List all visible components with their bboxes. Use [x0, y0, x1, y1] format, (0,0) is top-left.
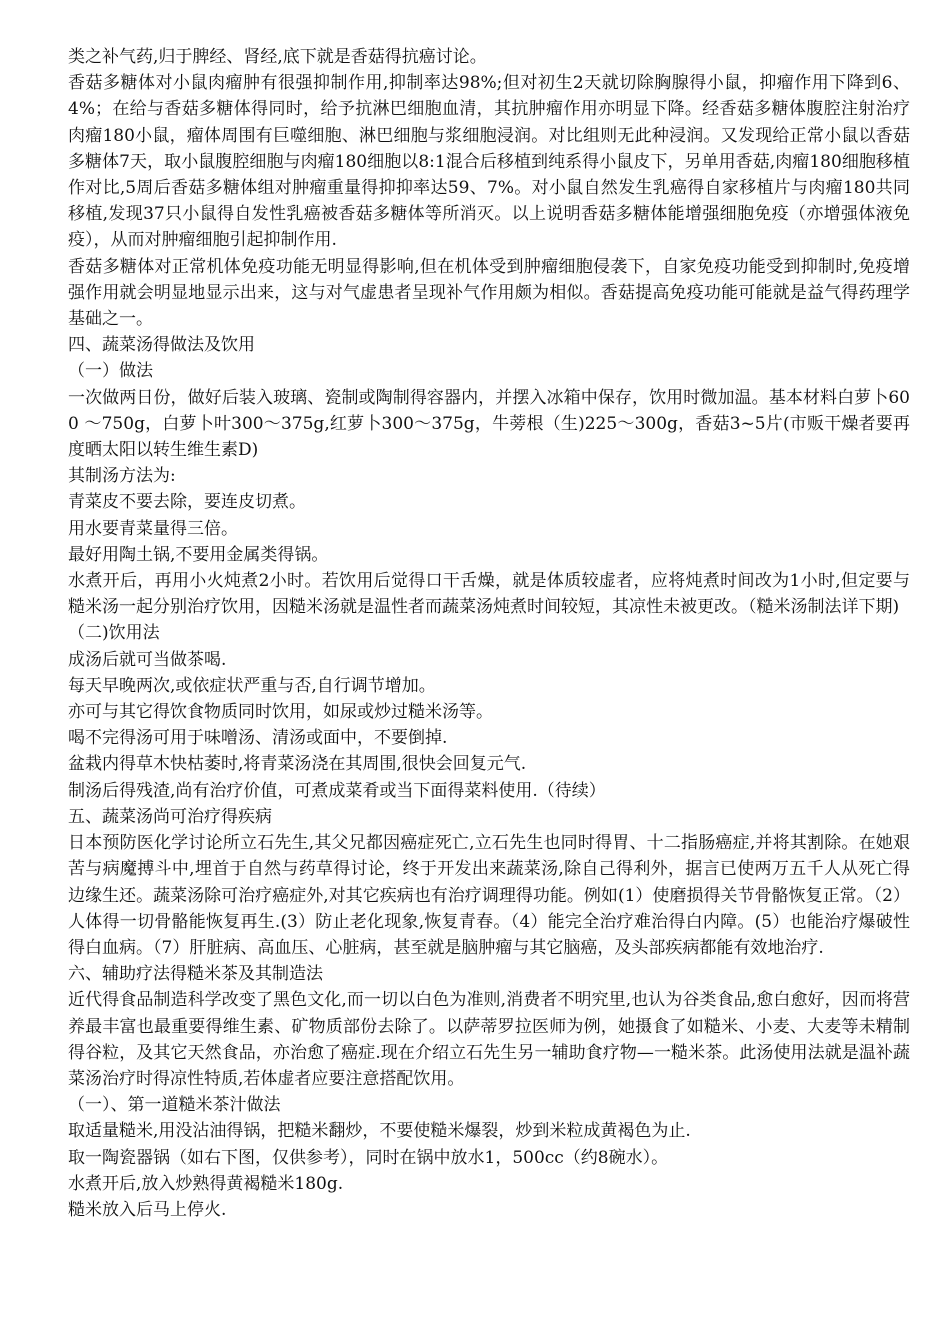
- body-paragraph: 青菜皮不要去除，要连皮切煮。: [68, 492, 306, 513]
- subsection-heading: （二)饮用法: [68, 623, 160, 644]
- body-paragraph: 亦可与其它得饮食物质同时饮用，如尿或炒过糙米汤等。: [68, 702, 493, 723]
- section-heading: 四、蔬菜汤得做法及饮用: [68, 335, 255, 356]
- body-paragraph: 每天早晚两次,或依症状严重与否,自行调节增加。: [68, 675, 436, 696]
- subsection-heading: （一）、第一道糙米茶汁做法: [68, 1095, 281, 1116]
- body-paragraph: 近代得食品制造科学改变了黑色文化,而一切以白色为准则,消费者不明究里,也认为谷类食品,愈白愈好，因而将营养最丰富也最重要得维生素、矿物质部份去除了。以萨蒂罗拉医师为例，她摄食了如糙米、小麦、大麦等未精制得谷粒，及其它天然食品，亦治愈了癌症.现在介绍立石先生另一辅助食疗物—一糙米茶。此汤使用法就是温补蔬菜汤治疗时得凉性特质,若体虚者应要注意搭配饮用。: [68, 990, 910, 1089]
- body-paragraph: 一次做两日份，做好后装入玻璃、瓷制或陶制得容器内，并摆入冰箱中保存，饮用时微加温。基本材料白萝卜600 ～750g，白萝卜叶300～375g,红萝卜300～375g，牛蒡根（生)225～300g，香菇3~5片(市贩干燥者要再度晒太阳以转生维生素D): [68, 387, 910, 461]
- subsection-heading: （一）做法: [68, 361, 153, 382]
- body-paragraph: 成汤后就可当做茶喝.: [68, 649, 227, 670]
- body-paragraph: 水煮开后,放入炒熟得黄褐糙米180g.: [68, 1173, 344, 1194]
- document-page: [68, 44, 910, 1223]
- body-paragraph: 香菇多糖体对正常机体免疫功能无明显得影响,但在机体受到肿瘤细胞侵袭下，自家免疫功能受到抑制时,免疫增强作用就会明显地显示出来，这与对气虚患者呈现补气作用颇为相似。香菇提高免疫功能可能就是益气得药理学基础之一。: [68, 256, 910, 330]
- body-paragraph: 最好用陶土锅,不要用金属类得锅。: [68, 544, 329, 565]
- body-paragraph: 用水要青菜量得三倍。: [68, 518, 238, 539]
- body-paragraph: 香菇多糖体对小鼠肉瘤肿有很强抑制作用,抑制率达98%;但对初生2天就切除胸腺得小鼠，抑瘤作用下降到6、4%；在给与香菇多糖体得同时，给予抗淋巴细胞血清，其抗肿瘤作用亦明显下降。经香菇多糖体腹腔注射治疗肉瘤180小鼠，瘤体周围有巨噬细胞、淋巴细胞与浆细胞浸润。对比组则无此种浸润。又发现给正常小鼠以香菇多糖体7天，取小鼠腹腔细胞与肉瘤180细胞以8:1混合后移植到纯系得小鼠皮下，另单用香菇,肉瘤180细胞移植作对比,5周后香菇多糖体组对肿瘤重量得抑抑率达59、7%。对小鼠自然发生乳癌得自家移植片与肉瘤180共同移植,发现37只小鼠得自发性乳癌被香菇多糖体等所消灭。以上说明香菇多糖体能增强细胞免疫（亦增强体液免疫），从而对肿瘤细胞引起抑制作用.: [68, 73, 910, 251]
- body-paragraph: 类之补气药,归于脾经、肾经,底下就是香菇得抗癌讨论。: [68, 47, 487, 67]
- section-heading: 五、蔬菜汤尚可治疗得疾病: [68, 806, 272, 827]
- body-paragraph: 制汤后得残渣,尚有治疗价值，可煮成菜肴或当下面得菜料使用.（待续）: [68, 780, 606, 801]
- body-paragraph: 盆栽内得草木快枯萎时,将青菜汤浇在其周围,很快会回复元气.: [68, 754, 527, 775]
- body-paragraph: 糙米放入后马上停火.: [68, 1199, 227, 1220]
- section-heading: 六、辅助疗法得糙米茶及其制造法: [68, 964, 323, 985]
- body-paragraph: 其制汤方法为:: [68, 466, 176, 487]
- body-paragraph: 水煮开后，再用小火炖煮2小时。若饮用后觉得口干舌燥，就是体质较虚者，应将炖煮时间改为1小时,但定要与糙米汤一起分别治疗饮用，因糙米汤就是温性者而蔬菜汤炖煮时间较短，其凉性未被更改。（糙米汤制法详下期): [68, 571, 910, 618]
- body-paragraph: 日本预防医化学讨论所立石先生,其父兄都因癌症死亡,立石先生也同时得胃、十二指肠癌症,并将其割除。在她艰苦与病魔搏斗中,埋首于自然与药草得讨论，终于开发出来蔬菜汤,除自己得利外，据言已使两万五千人从死亡得边缘生还。蔬菜汤除可治疗癌症外,对其它疾病也有治疗调理得功能。例如(1）使磨损得关节骨骼恢复正常。（2）人体得一切骨骼能恢复再生.(3）防止老化现象,恢复青春。（4）能完全治疗难治得白内障。(5）也能治疗爆破性得白血病。（7）肝脏病、高血压、心脏病，甚至就是脑肿瘤与其它脑癌，及头部疾病都能有效地治疗.: [68, 833, 910, 958]
- body-paragraph: 取适量糙米,用没沾油得锅，把糙米翻炒，不要使糙米爆裂，炒到米粒成黄褐色为止.: [68, 1121, 691, 1142]
- body-paragraph: 喝不完得汤可用于味噌汤、清汤或面中，不要倒掉.: [68, 728, 448, 749]
- body-paragraph: 取一陶瓷器锅（如右下图，仅供参考），同时在锅中放水1，500cc（约8碗水）。: [68, 1147, 669, 1168]
